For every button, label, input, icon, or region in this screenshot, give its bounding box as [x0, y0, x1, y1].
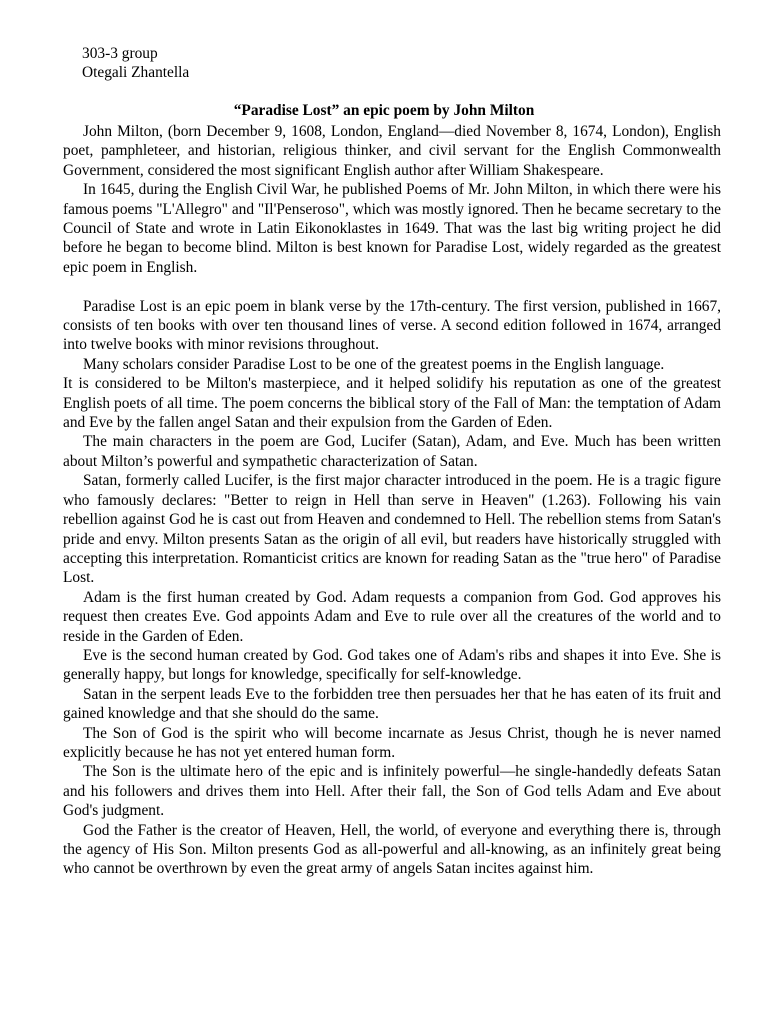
- author-name: Otegali Zhantella: [82, 64, 190, 82]
- paragraph-son-hero: The Son is the ultimate hero of the epic and is infinitely powerful—he single-handedly defeats Satan and his followers and drives them into Hell. After their fall, the Son of God tells Adam and Eve about God's judgment.: [63, 763, 721, 820]
- paragraph-adam: Adam is the first human created by God. Adam requests a companion from God. God approves his request then creates Eve. God appoints Adam and Eve to rule over all the creatures of the world and to reside in the Garden of Eden.: [63, 588, 721, 645]
- group-label: 303-3 group: [82, 45, 158, 62]
- paragraph-milton-bio: John Milton, (born December 9, 1608, London, England—died November 8, 1674, London), English poet, pamphleteer, and historian, religious thinker, and civil servant for the English Commonwealth Government, considered the most significant English author after William Shakespeare.: [63, 123, 721, 179]
- paragraph-son-of-god: The Son of God is the spirit who will become incarnate as Jesus Christ, though he is never named explicitly because he has not yet entered human form.: [63, 724, 721, 761]
- document-body: [63, 122, 721, 879]
- paragraph-god-the-father: God the Father is the creator of Heaven, Hell, the world, of everyone and everything there is, through the agency of His Son. Milton presents God as all-powerful and all-knowing, as an infinitely great being who cannot be overthrown by even the great army of angels Satan incites against him.: [63, 821, 721, 878]
- paragraph-satan: Satan, formerly called Lucifer, is the first major character introduced in the poem. He is a tragic figure who famously declares: "Better to reign in Hell than serve in Heaven" (1.263). Following his vain rebellion against God he is cast out from Heaven and condemned to Hell. The rebellion stems from Satan's pride and envy. Milton presents Satan as the origin of all evil, but readers have historically struggled with accepting this interpretation. Romanticist critics are known for reading Satan as the "true hero" of Paradise Lost.: [63, 472, 721, 587]
- paragraph-civil-war: In 1645, during the English Civil War, he published Poems of Mr. John Milton, in which there were his famous poems "L'Allegro" and "Il'Penseroso", which was mostly ignored. Then he became secretary to the Council of State and wrote in Latin Eikonoklastes in 1649. That was the last big writing project he did before he began to become blind. Milton is best known for Paradise Lost, widely regarded as the greatest epic poem in English.: [63, 181, 721, 276]
- document-header: [82, 44, 189, 83]
- paragraph-eve: Eve is the second human created by God. God takes one of Adam's ribs and shapes it into Eve. She is generally happy, but longs for knowledge, specifically for self-knowledge.: [63, 646, 721, 684]
- paragraph-paradise-lost-intro: Paradise Lost is an epic poem in blank verse by the 17th-century. The first version, published in 1667, consists of ten books with over ten thousand lines of verse. A second edition followed in 1674, arranged into twelve books with minor revisions throughout.: [63, 297, 721, 354]
- paragraph-main-characters: The main characters in the poem are God, Lucifer (Satan), Adam, and Eve. Much has been written about Milton’s powerful and sympathetic characterization of Satan.: [63, 433, 721, 470]
- document-title: “Paradise Lost” an epic poem by John Milton: [233, 102, 535, 119]
- paragraph-serpent: Satan in the serpent leads Eve to the forbidden tree then persuades her that he has eaten of its fruit and gained knowledge and that she should do the same.: [63, 685, 721, 723]
- paragraph-masterpiece: It is considered to be Milton's masterpiece, and it helped solidify his reputation as one of the greatest English poets of all time. The poem concerns the biblical story of the Fall of Man: the temptation of Adam and Eve by the fallen angel Satan and their expulsion from the Garden of Eden.: [63, 375, 721, 432]
- paragraph-scholars: Many scholars consider Paradise Lost to be one of the greatest poems in the English language.: [83, 355, 665, 373]
